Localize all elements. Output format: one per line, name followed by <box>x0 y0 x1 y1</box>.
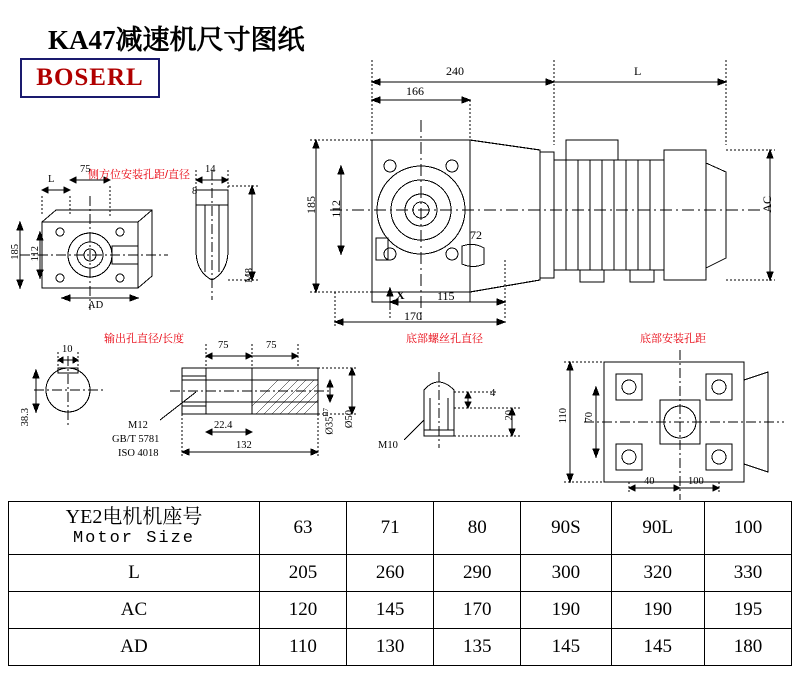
dim-38-3: 38.3 <box>20 408 31 427</box>
cell-l-100: 330 <box>704 555 791 592</box>
logo-text: BOSERL <box>36 64 144 91</box>
cell-l-80: 290 <box>434 555 521 592</box>
cell-ac-90l: 190 <box>611 592 704 629</box>
row-label-ac: AC <box>9 592 260 629</box>
cell-ac-63: 120 <box>260 592 347 629</box>
table-row <box>9 592 792 629</box>
dim-75-b: 75 <box>266 340 277 351</box>
dim-4: 4 <box>490 388 496 399</box>
spec-table <box>8 501 792 666</box>
dim-72: 72 <box>470 228 482 242</box>
dim-20: 20 <box>504 410 515 421</box>
dim-AD-left: AD <box>88 300 104 311</box>
dim-M10: M10 <box>378 440 398 451</box>
dim-gb-standard: GB/T 5781 <box>112 434 160 445</box>
cell-ad-90l: 145 <box>611 629 704 666</box>
dim-75-a: 75 <box>218 340 229 351</box>
dim-115: 115 <box>437 289 455 303</box>
dim-iso-standard: ISO 4018 <box>118 448 159 459</box>
section-marker-x: X <box>396 288 405 302</box>
motor-size-80: 80 <box>434 502 521 555</box>
cell-ac-71: 145 <box>347 592 434 629</box>
table-row <box>9 555 792 592</box>
dim-d35: $Ø35^{H7}$ <box>322 408 336 435</box>
cell-ac-100: 195 <box>704 592 791 629</box>
dim-112-main: 112 <box>329 200 343 218</box>
dim-70: 70 <box>584 412 595 423</box>
dim-8-left: 8 <box>192 186 198 197</box>
annotation-bottom-screw: 底部螺丝孔直径 <box>406 333 483 345</box>
motor-size-header-cn: YE2电机机座号 <box>65 506 203 528</box>
motor-size-71: 71 <box>347 502 434 555</box>
cell-ad-71: 130 <box>347 629 434 666</box>
page-title: KA47减速机尺寸图纸 <box>48 25 305 55</box>
dim-185-left: 185 <box>10 244 21 260</box>
cell-l-90s: 300 <box>521 555 611 592</box>
dim-132: 132 <box>236 440 252 451</box>
dim-110: 110 <box>558 408 569 424</box>
motor-size-90s: 90S <box>521 502 611 555</box>
cell-l-63: 205 <box>260 555 347 592</box>
dim-L-top: L <box>634 64 642 78</box>
dim-AC: AC <box>760 196 774 213</box>
cell-ad-90s: 145 <box>521 629 611 666</box>
cell-ac-80: 170 <box>434 592 521 629</box>
row-label-l: L <box>9 555 260 592</box>
cell-l-90l: 320 <box>611 555 704 592</box>
dim-40: 40 <box>644 476 655 487</box>
dim-M8: M8 <box>244 268 255 283</box>
cell-ad-63: 110 <box>260 629 347 666</box>
dim-M12: M12 <box>128 420 148 431</box>
dim-75-left: 75 <box>80 164 91 175</box>
motor-size-header-en: Motor Size <box>72 529 196 548</box>
motor-size-90l: 90L <box>611 502 704 555</box>
annotation-side-mount: 侧方位安装孔距/直径 <box>88 169 191 181</box>
dim-22-4: 22.4 <box>214 420 233 431</box>
cell-l-71: 260 <box>347 555 434 592</box>
dim-d50: Ø50 <box>344 410 355 429</box>
dim-L-left: L <box>48 174 55 185</box>
motor-size-63: 63 <box>260 502 347 555</box>
annotation-bottom-mount: 底部安装孔距 <box>640 333 706 345</box>
dim-100: 100 <box>688 476 704 487</box>
cell-ad-80: 135 <box>434 629 521 666</box>
dim-112-left: 112 <box>30 246 41 262</box>
cell-ad-100: 180 <box>704 629 791 666</box>
dim-170: 170 <box>404 309 422 323</box>
dim-14: 14 <box>205 164 216 175</box>
row-label-ad: AD <box>9 629 260 666</box>
spec-table-body <box>9 502 792 666</box>
motor-size-100: 100 <box>704 502 791 555</box>
table-row <box>9 629 792 666</box>
annotation-output-bore: 输出孔直径/长度 <box>104 333 185 345</box>
motor-size-header <box>9 502 260 555</box>
dim-240: 240 <box>446 64 464 78</box>
dim-185-main: 185 <box>304 196 318 214</box>
table-row-header <box>9 502 792 555</box>
cell-ac-90s: 190 <box>521 592 611 629</box>
dim-10: 10 <box>62 344 73 355</box>
dim-166: 166 <box>406 84 424 98</box>
